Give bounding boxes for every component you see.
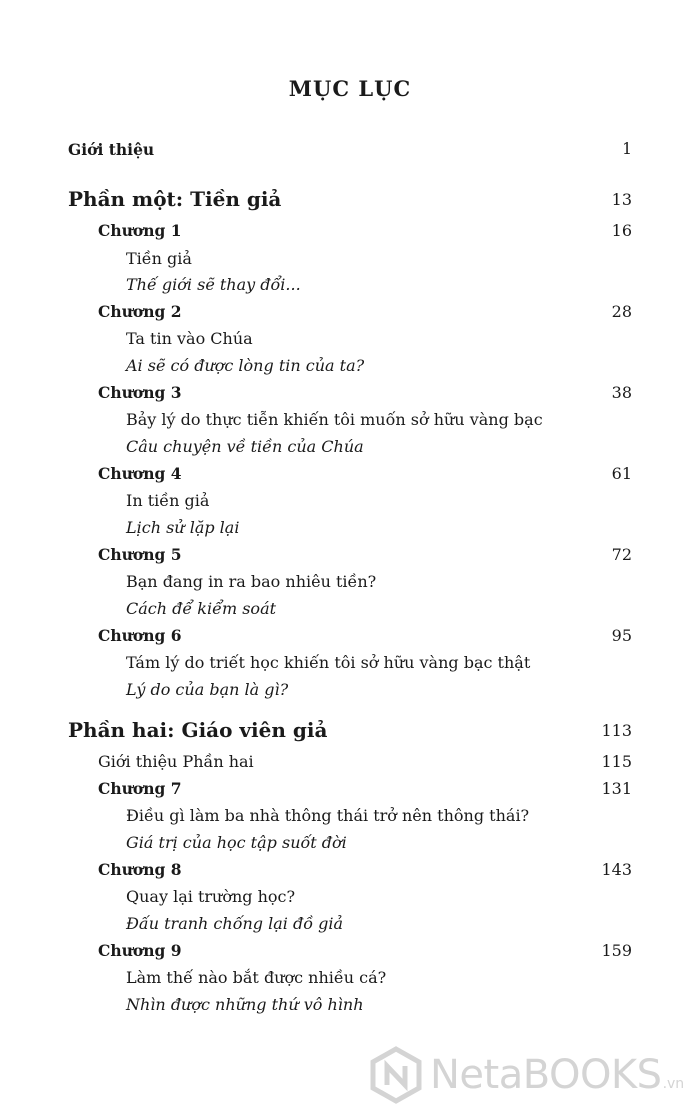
- toc-page-number: 115: [601, 752, 632, 771]
- toc-entry-line: [0, 249, 700, 273]
- toc-entry-label: Lịch sử lặp lại: [126, 518, 240, 537]
- toc-entry-part: [0, 187, 700, 211]
- toc-page-number: 13: [611, 190, 632, 209]
- toc-entry-chapter: [0, 626, 700, 650]
- toc-entry-label: Chương 5: [98, 545, 182, 564]
- toc-entry-label: Phần hai: Giáo viên giả: [68, 718, 328, 742]
- toc-page-number: 1: [622, 140, 632, 158]
- toc-entry-line-italic: [0, 356, 700, 380]
- toc-entry-line-italic: [0, 437, 700, 461]
- toc-entry-line: [0, 968, 700, 992]
- toc-entry-label: Giới thiệu Phần hai: [98, 752, 254, 771]
- toc-entry-label: Chương 3: [98, 383, 182, 402]
- toc-entry-label: Ta tin vào Chúa: [126, 329, 253, 348]
- toc-entry-intro: [0, 140, 700, 164]
- toc-entry-label: Bạn đang in ra bao nhiêu tiền?: [126, 572, 377, 591]
- toc-entry-line-italic: [0, 599, 700, 623]
- toc-entry-label: Thế giới sẽ thay đổi...: [126, 275, 301, 294]
- toc-entry-line: [0, 410, 700, 434]
- toc-entry-line-italic: [0, 275, 700, 299]
- toc-entry-label: Cách để kiểm soát: [126, 599, 277, 618]
- toc-entry-label: Điều gì làm ba nhà thông thái trở nên thông thái?: [126, 806, 530, 825]
- toc-entry-label: Phần một: Tiền giả: [68, 187, 282, 211]
- toc-entry-label: Chương 2: [98, 302, 182, 321]
- toc-entry-label: Tám lý do triết học khiến tôi sở hữu vàng bạc thật: [126, 653, 531, 672]
- toc-entry-line: [0, 653, 700, 677]
- toc-entry-label: Nhìn được những thứ vô hình: [126, 995, 364, 1014]
- toc-entry-label: Ai sẽ có được lòng tin của ta?: [126, 356, 365, 375]
- toc-entry-chapter: [0, 464, 700, 488]
- toc-entry-line-italic: [0, 995, 700, 1019]
- toc-entry-line-italic: [0, 833, 700, 857]
- toc-page-number: 159: [601, 941, 632, 960]
- netabooks-logo-icon: [366, 1045, 426, 1105]
- watermark-suffix: .vn: [662, 1076, 685, 1092]
- toc-entry-label: Đấu tranh chống lại đồ giả: [126, 914, 343, 933]
- page-title: MỤC LỤC: [288, 76, 412, 101]
- watermark: [366, 1040, 696, 1110]
- toc-entry-label: Chương 9: [98, 941, 182, 960]
- toc-entry-chapter: [0, 860, 700, 884]
- toc-page-number: 143: [601, 860, 632, 879]
- toc-page-number: 72: [611, 545, 632, 564]
- toc-entry-line-italic: [0, 518, 700, 542]
- toc-entry-line: [0, 572, 700, 596]
- toc-entry-label: Câu chuyện về tiền của Chúa: [126, 437, 364, 456]
- toc-entry-chapter: [0, 779, 700, 803]
- toc-entry-label: Chương 1: [98, 221, 182, 240]
- toc-entry-sub: [0, 752, 700, 776]
- toc-page-number: 61: [611, 464, 632, 483]
- toc-entry-chapter: [0, 941, 700, 965]
- toc-entry-chapter: [0, 302, 700, 326]
- toc-entry-line: [0, 806, 700, 830]
- toc-page-number: 131: [601, 779, 632, 798]
- toc-entry-label: Giới thiệu: [68, 140, 155, 159]
- toc-entry-label: Chương 4: [98, 464, 182, 483]
- toc-entry-line: [0, 329, 700, 353]
- toc-entry-label: Giá trị của học tập suốt đời: [126, 833, 347, 852]
- toc-entry-label: In tiền giả: [126, 491, 210, 510]
- toc-entry-chapter: [0, 221, 700, 245]
- toc-entry-label: Lý do của bạn là gì?: [126, 680, 289, 699]
- watermark-brand: NetaBOOKS: [430, 1052, 662, 1098]
- toc-entry-label: Bảy lý do thực tiễn khiến tôi muốn sở hữu vàng bạc: [126, 410, 543, 429]
- toc-entry-label: Quay lại trường học?: [126, 887, 296, 906]
- toc-entry-chapter: [0, 545, 700, 569]
- toc-entry-label: Làm thế nào bắt được nhiều cá?: [126, 968, 387, 987]
- toc-entry-label: Chương 7: [98, 779, 182, 798]
- toc-page-number: 95: [611, 626, 632, 645]
- toc-page-number: 16: [611, 221, 632, 240]
- toc-entry-label: Chương 6: [98, 626, 182, 645]
- toc-entry-part: [0, 718, 700, 742]
- toc-entry-line-italic: [0, 914, 700, 938]
- toc-entry-chapter: [0, 383, 700, 407]
- toc-entry-line-italic: [0, 680, 700, 704]
- toc-entry-label: Tiền giả: [126, 249, 192, 268]
- toc-page-number: 113: [601, 721, 632, 740]
- toc-page-number: 28: [611, 302, 632, 321]
- toc-page-number: 38: [611, 383, 632, 402]
- toc-entry-line: [0, 491, 700, 515]
- toc-entry-line: [0, 887, 700, 911]
- toc-entry-label: Chương 8: [98, 860, 182, 879]
